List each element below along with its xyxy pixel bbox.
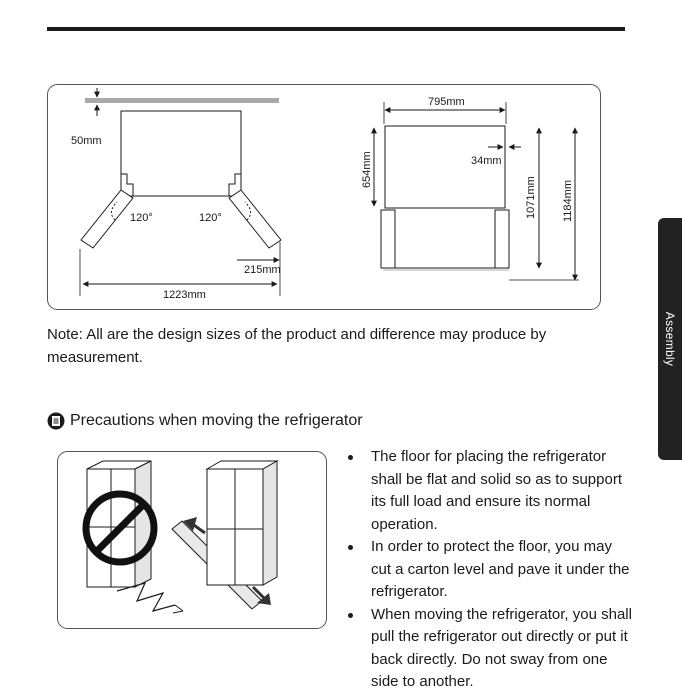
total-depth-label: 1184mm bbox=[562, 180, 574, 222]
fridge-side-view bbox=[385, 126, 505, 208]
bullet-dot bbox=[348, 455, 353, 460]
left-depth-label: 654mm bbox=[361, 151, 373, 188]
fridge-top-view bbox=[121, 111, 241, 196]
precaution-list bbox=[344, 446, 634, 694]
list-item: In order to protect the floor, you may cut a carton level and pave it under the refrigerator. bbox=[344, 536, 634, 604]
document-circle-icon bbox=[47, 412, 65, 430]
left-angle-label: 120° bbox=[130, 212, 153, 224]
top-rule bbox=[47, 27, 625, 31]
right-angle-label: 120° bbox=[199, 212, 222, 224]
total-width-label: 1223mm bbox=[163, 289, 206, 301]
bullet-dot bbox=[348, 545, 353, 550]
dimension-note: Note: All are the design sizes of the product and difference may produce by measurement. bbox=[47, 326, 547, 366]
swaying-fridge bbox=[87, 461, 151, 587]
section-heading bbox=[47, 410, 363, 432]
wall-bar bbox=[85, 98, 279, 103]
moving-illustration bbox=[57, 451, 327, 629]
door-offset-label: 215mm bbox=[244, 264, 281, 276]
bullet-dot bbox=[348, 613, 353, 618]
body-depth-label: 795mm bbox=[428, 96, 465, 108]
list-item: When moving the refrigerator, you shall pull the refrigerator out directly or put it back directly. Do not sway from one side to another. bbox=[344, 604, 634, 694]
list-item: The floor for placing the refrigerator shall be flat and solid so as to support its full load and ensure its normal operation. bbox=[344, 446, 634, 536]
door-open-depth-label: 1071mm bbox=[525, 176, 537, 219]
section-heading-text: Precautions when moving the refrigerator bbox=[70, 412, 363, 429]
top-clearance-label: 50mm bbox=[71, 135, 102, 147]
rear-gap-label: 34mm bbox=[471, 155, 502, 167]
dimension-diagram bbox=[47, 84, 601, 310]
section-side-tab[interactable] bbox=[658, 218, 682, 460]
side-tab-label: Assembly bbox=[663, 311, 677, 367]
upright-fridge bbox=[207, 461, 277, 585]
